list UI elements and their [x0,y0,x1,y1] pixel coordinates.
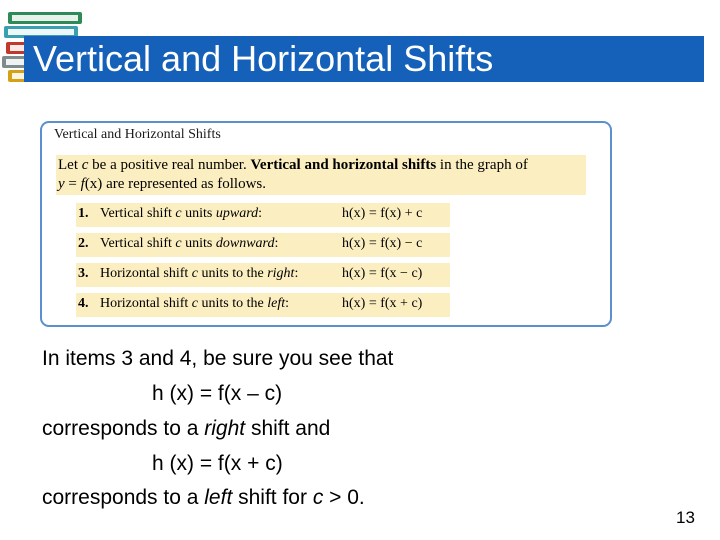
item-number: 2. [78,236,89,251]
item-description: Vertical shift c units downward: [100,236,279,251]
list-item [76,293,450,317]
body-formula-right: h (x) = f(x – c) [152,382,283,405]
intro-text: = [64,176,81,192]
intro-var-c: c [81,157,89,173]
item-number: 3. [78,266,89,281]
box-intro [56,155,586,195]
list-item [76,203,450,227]
page-number: 13 [676,508,695,527]
intro-line-2 [58,176,266,193]
list-item [76,263,450,287]
definition-box [40,121,612,327]
item-formula: h(x) = f(x) − c [342,236,423,251]
item-formula: h(x) = f(x − c) [342,266,423,281]
item-number: 1. [78,206,89,221]
intro-text: in the graph of [436,157,528,173]
item-formula: h(x) = f(x + c) [342,296,423,311]
box-title: Vertical and Horizontal Shifts [54,127,221,142]
slide-title: Vertical and Horizontal Shifts [33,38,494,79]
item-number: 4. [78,296,89,311]
body-line-3: corresponds to a right shift and [42,417,331,440]
intro-var-y: y [58,176,65,192]
item-description: Horizontal shift c units to the right: [100,266,299,281]
body-formula-left: h (x) = f(x + c) [152,452,283,475]
intro-text: (x) [84,176,103,192]
intro-text: be a positive real number. [88,157,251,173]
item-description: Vertical shift c units upward: [100,206,263,221]
item-formula: h(x) = f(x) + c [342,206,423,221]
intro-bold: Vertical and horizontal shifts [250,157,437,173]
intro-text: are represented as follows. [102,176,266,192]
item-description: Horizontal shift c units to the left: [100,296,289,311]
body-line-5: corresponds to a left shift for c > 0. [42,486,365,509]
intro-var-f: f [80,176,85,192]
intro-text: Let [58,157,82,173]
list-item [76,233,450,257]
intro-line-1 [58,157,528,174]
body-line-1: In items 3 and 4, be sure you see that [42,347,394,370]
